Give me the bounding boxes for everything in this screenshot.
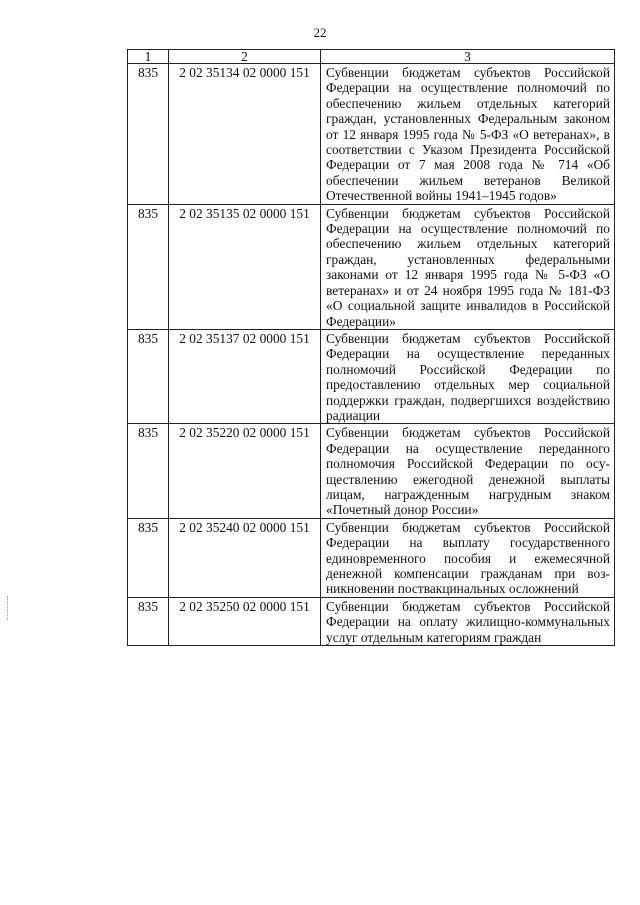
budget-code-cell: 2 02 35240 02 0000 151 <box>169 518 321 597</box>
admin-code-cell: 835 <box>128 204 169 329</box>
column-header-3: 3 <box>321 50 615 64</box>
table-row <box>128 597 615 645</box>
admin-code-cell: 835 <box>128 424 169 518</box>
scan-margin-mark <box>7 596 10 620</box>
budget-code-cell: 2 02 35134 02 0000 151 <box>169 64 321 205</box>
admin-code-cell: 835 <box>128 518 169 597</box>
table-row <box>128 424 615 518</box>
table-header-row <box>128 50 615 64</box>
description-cell: Субвенции бюджетам субъектов Российской Федерации на осуществление переданного полномочия Российской Федерации по осуществлению ежегодной денежной выплаты лицам, награжденным нагрудным знаком «Почетный донор России» <box>321 424 615 518</box>
budget-code-cell: 2 02 35250 02 0000 151 <box>169 597 321 645</box>
table-row <box>128 518 615 597</box>
budget-code-cell: 2 02 35135 02 0000 151 <box>169 204 321 329</box>
table-row <box>128 64 615 205</box>
table-row <box>128 204 615 329</box>
budget-code-cell: 2 02 35220 02 0000 151 <box>169 424 321 518</box>
description-cell: Субвенции бюджетам субъектов Российской Федерации на осуществление полномочий по обеспечению жильем отдельных категорий граждан, установленных Федеральным законом от 12 января 1995 года № 5-ФЗ «О ветеранах», в соответствии с Указом Президента Российской Федерации от 7 мая 2008 года № 714 «Об обеспечении жильем ветеранов Великой Отечественной войны 1941–1945 годов» <box>321 64 615 205</box>
description-cell: Субвенции бюджетам субъектов Российской Федерации на выплату государственного единовременного пособия и ежемесячной денежной компенсации гражданам при возникновении поствакцинальных осложнений <box>321 518 615 597</box>
admin-code-cell: 835 <box>128 64 169 205</box>
column-header-1: 1 <box>128 50 169 64</box>
description-cell: Субвенции бюджетам субъектов Российской Федерации на оплату жилищно-коммунальных услуг отдельным категориям граждан <box>321 597 615 645</box>
budget-codes-table <box>127 49 615 646</box>
description-cell: Субвенции бюджетам субъектов Российской Федерации на осуществление переданных полномочий Российской Федерации по предоставлению отдельных мер социальной поддержки граждан, подвергшихся воздействию радиации <box>321 329 615 423</box>
column-header-2: 2 <box>169 50 321 64</box>
page-number: 22 <box>313 25 327 40</box>
description-cell: Субвенции бюджетам субъектов Российской Федерации на осуществление полномочий по обеспечению жильем отдельных категорий граждан, установленных федеральными законами от 12 января 1995 года № 5-ФЗ «О ветеранах» и от 24 ноября 1995 года № 181-ФЗ «О социальной защите инвалидов в Российской Федерации» <box>321 204 615 329</box>
budget-code-cell: 2 02 35137 02 0000 151 <box>169 329 321 423</box>
admin-code-cell: 835 <box>128 597 169 645</box>
table-row <box>128 329 615 423</box>
admin-code-cell: 835 <box>128 329 169 423</box>
